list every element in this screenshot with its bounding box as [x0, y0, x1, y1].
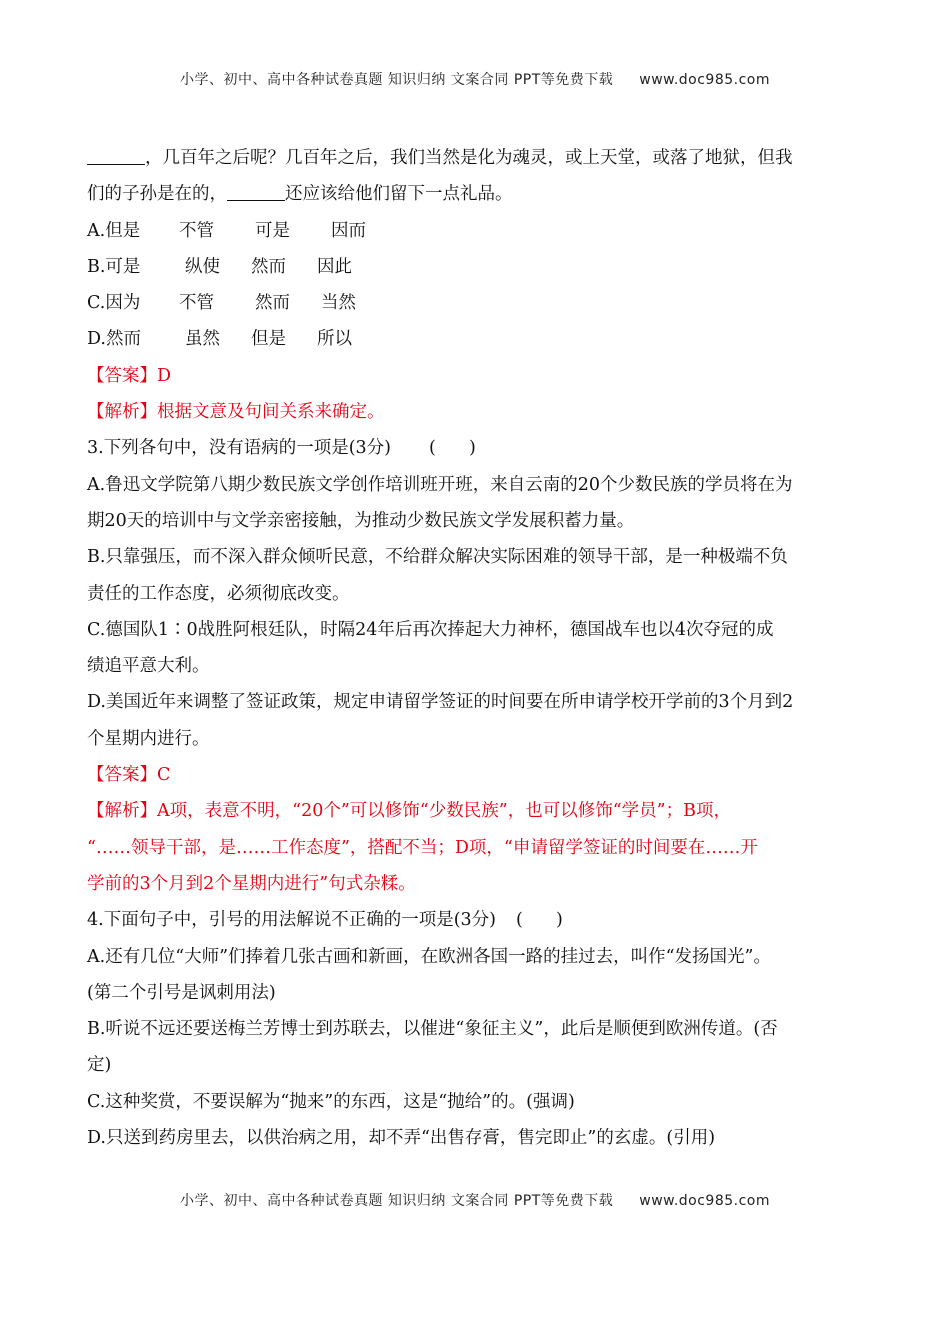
footer-text: 小学、初中、高中各种试卷真题 知识归纳 文案合同 PPT等免费下载 — [179, 1193, 614, 1209]
option-word: 当然 — [321, 293, 356, 314]
page-header — [0, 69, 950, 89]
option-word: 所以 — [317, 329, 352, 350]
q4-stem — [87, 902, 865, 938]
q3-analysis-line1: 【解析】A项，表意不明，“20个”可以修饰“少数民族”，也可以修饰“学员”；B项， — [87, 801, 731, 822]
q2-option-c — [87, 285, 865, 321]
q3-stem — [87, 430, 865, 466]
q4-option-a-line1: A.还有几位“大师”们捧着几张古画和新画，在欧洲各国一路的挂过去，叫作“发扬国光”。 — [87, 946, 771, 967]
header-text: 小学、初中、高中各种试卷真题 知识归纳 文案合同 PPT等免费下载 — [179, 72, 614, 88]
option-word: 因而 — [331, 220, 366, 241]
q2-line2b-text: 还应该给他们留下一点礼品。 — [285, 184, 513, 205]
blank-2 — [227, 178, 285, 201]
option-word: 纵使 — [185, 256, 220, 277]
q3-option-c-line1: C.德国队1∶0战胜阿根廷队，时隔24年后再次捧起大力神杯，德国战车也以4次夺冠的成 — [87, 619, 774, 640]
blank-1 — [87, 142, 145, 165]
q3-paren-close: ) — [469, 438, 476, 459]
document-body — [87, 140, 865, 1156]
q4-option-d: D.只送到药房里去，以供治病之用，却不弄“出售存膏，售完即止”的玄虚。(引用) — [87, 1128, 716, 1149]
q4-paren-close: ) — [555, 910, 563, 931]
q4-paren-open: ( — [515, 910, 523, 931]
q4-option-b-line2: 定) — [87, 1055, 112, 1076]
option-word: 虽然 — [185, 329, 220, 350]
q3-option-d-line1: D.美国近年来调整了签证政策，规定申请留学签证的时间要在所申请学校开学前的3个月到2 — [87, 692, 794, 713]
q3-option-c-line2: 绩追平意大利。 — [87, 656, 210, 677]
q3-option-a-line2: 期20天的培训中与文学亲密接触，为推动少数民族文学发展积蓄力量。 — [87, 510, 635, 531]
q3-option-a-line1: A.鲁迅文学院第八期少数民族文学创作培训班开班，来自云南的20个少数民族的学员将在为 — [87, 474, 793, 495]
q3-option-b-line2: 责任的工作态度，必须彻底改变。 — [87, 583, 350, 604]
option-word: 然而 — [251, 256, 286, 277]
q4-option-c: C.这种奖赏，不要误解为“抛来”的东西，这是“抛给”的。(强调) — [87, 1091, 575, 1112]
q4-stem-text: 4.下面句子中，引号的用法解说不正确的一项是(3分) — [87, 910, 496, 931]
q2-option-a — [87, 213, 865, 249]
q2-option-d — [87, 321, 865, 357]
option-word: 因此 — [317, 256, 352, 277]
q4-option-a-line2: (第二个引号是讽刺用法) — [87, 982, 276, 1003]
option-word: 然而 — [255, 293, 290, 314]
q2-line-2 — [87, 176, 865, 212]
q3-option-b-line1: B.只靠强压，而不深入群众倾听民意，不给群众解决实际困难的领导干部，是一种极端不负 — [87, 547, 788, 568]
option-word: 可是 — [255, 220, 290, 241]
q2-line1-text: ，几百年之后呢？几百年之后，我们当然是化为魂灵，或上天堂，或落了地狱，但我 — [145, 148, 793, 168]
option-word: 不管 — [179, 293, 214, 314]
footer-site-link[interactable]: www.doc985.com — [639, 1193, 771, 1209]
option-label: C.因为 — [87, 293, 141, 314]
q3-answer: 【答案】C — [87, 765, 171, 786]
q3-paren-open: ( — [429, 438, 436, 459]
q2-option-b — [87, 249, 865, 285]
q3-stem-text: 3.下列各句中，没有语病的一项是(3分) — [87, 438, 391, 459]
q2-analysis: 【解析】根据文意及句间关系来确定。 — [87, 402, 385, 423]
q2-line2a-text: 们的子孙是在的， — [87, 184, 227, 205]
option-label: A.但是 — [87, 220, 141, 241]
q4-option-b-line1: B.听说不远还要送梅兰芳博士到苏联去，以催进“象征主义”，此后是顺便到欧洲传道。(否 — [87, 1019, 778, 1040]
page-footer — [0, 1190, 950, 1210]
option-label: B.可是 — [87, 256, 141, 277]
option-word: 但是 — [251, 329, 286, 350]
q2-answer: 【答案】D — [87, 365, 172, 386]
q3-analysis-line2: “……领导干部，是……工作态度”，搭配不当；D项，“申请留学签证的时间要在……开 — [87, 837, 758, 858]
q3-analysis-line3: 学前的3个月到2个星期内进行”句式杂糅。 — [87, 873, 416, 894]
q3-option-d-line2: 个星期内进行。 — [87, 728, 210, 749]
option-word: 不管 — [179, 220, 214, 241]
q2-line-1 — [87, 140, 865, 176]
option-label: D.然而 — [87, 329, 141, 350]
header-site-link[interactable]: www.doc985.com — [639, 72, 771, 88]
